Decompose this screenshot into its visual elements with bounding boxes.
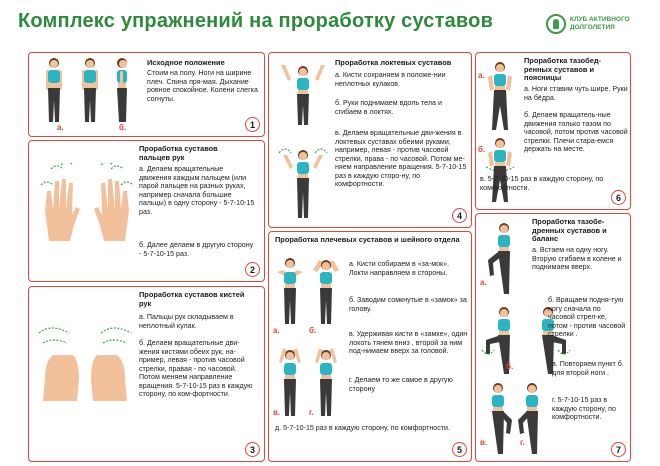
card-text-b: б. Заводим сомкнутые в «замок» за голову. — [349, 296, 467, 313]
woman-elbow-rotation-figure — [275, 143, 331, 223]
woman-figure-front — [37, 57, 71, 125]
card-text-a: а. Кисти сохраняем в положе-нии неплотных кулаков. — [335, 71, 446, 88]
exercise-card-5 — [268, 231, 472, 462]
card-text-d: г. 5-7-10-15 раз в каждую сторону, по комфортности. — [552, 396, 616, 421]
woman-hands-clasped-figure — [273, 256, 307, 326]
figure-mark-b: б. — [119, 123, 127, 132]
card-number: 4 — [452, 208, 467, 223]
card-text-c: в. Удерживая кисти в «замке», один локоть тянем вниз , второй за ним под-нимаем вверх за головой. — [349, 330, 468, 355]
card-text-a: а. Кисти собираем в «за-мок». Локти направляем в стороны. — [349, 260, 450, 277]
card-title: Проработка локтевых суставов — [335, 58, 452, 67]
figure-mark-a: а. — [480, 278, 487, 287]
card-text-b: б. Руки поднимаем вдоль тела и сгибаем в локтях. — [335, 99, 442, 116]
figure-mark-v: в. — [273, 408, 281, 417]
figure-mark-a: а. — [57, 123, 64, 132]
card-number: 7 — [611, 442, 626, 457]
card-text-a: а. Пальцы рук складываем в неплотный кулак. — [139, 313, 234, 330]
card-text-e: д. 5-7-10-15 раз в каждую сторону, по комфортности. — [275, 424, 450, 432]
card-text-c: в. Повторяем пункт б. для второй ноги . — [552, 360, 624, 377]
exercise-card-1 — [28, 52, 265, 137]
card-number: 1 — [245, 117, 260, 132]
woman-hands-behind-head-figure — [309, 256, 343, 326]
logo-line-1: КЛУБ АКТИВНОГО — [570, 16, 630, 23]
woman-hip-rotation-figure — [480, 137, 520, 203]
card-text-c: в. Делаем вращательные дви-жения в локтевых суставах обеими руками, например, левая - против часовой стрелки, права - по часовой. Потом ме-няем направление вращения. 5-7-10-15 раз в каждую сторо-ну, по комфортности. — [335, 129, 467, 188]
woman-figure-side — [73, 57, 107, 125]
woman-arms-up-figure — [275, 61, 331, 127]
woman-balance-figures — [480, 382, 550, 456]
card-text-b: б. Делаем вращательные дви-жения кистями обеих рук, на-пример, левая - против часовой стрелки, правая - по часовой. Потом меняем направление вращения. 5-7-10-15 раз в каждую сторону, по ком-фортности. — [139, 339, 253, 398]
card-title: Проработка суставов пальцев рук — [139, 144, 218, 162]
logo-line-2: ДОЛГОЛЕТИЯ — [570, 24, 615, 31]
page-title: Комплекс упражнений на проработку суставов — [18, 10, 494, 32]
exercise-card-3 — [28, 286, 265, 462]
tree-icon — [546, 14, 566, 34]
exercise-card-6 — [475, 52, 631, 210]
card-title: Проработка суставов кистей рук — [139, 290, 245, 308]
club-logo — [546, 14, 630, 34]
card-text-a: а. Ноги ставим чуть шире. Руки на бёдра. — [524, 85, 628, 102]
woman-other-side-figure — [309, 344, 343, 418]
figure-mark-g: г. — [520, 438, 525, 447]
card-number: 6 — [611, 190, 626, 205]
open-hands-icon — [37, 163, 137, 243]
woman-leg-rotation-figure — [480, 306, 526, 376]
woman-elbow-down-figure — [273, 344, 307, 418]
card-text-b: б. Делаем вращатель-ные движения только тазом по часовой, потом против часовой стрелки. Плечи стара-емся держать на месте. — [524, 111, 628, 153]
woman-hands-on-hips-figure — [480, 61, 520, 133]
card-text-b: б. Далее делаем в другую сторону - 5-7-10-15 раз. — [139, 241, 254, 258]
card-text-c: в. 5-7-10-15 раз в каждую сторону, по комфортности. — [480, 175, 604, 192]
card-title: Проработка плечевых суставов и шейного отдела — [275, 235, 460, 244]
figure-mark-v: в. — [480, 438, 488, 447]
figure-mark-a: а. — [273, 326, 280, 335]
card-number: 5 — [452, 442, 467, 457]
woman-figure-profile — [109, 57, 135, 125]
card-text: Стоим на полу. Ноги на ширине плеч. Спина пря-мая. Дыхание ровное спокойное. Колени слегка согнуты. — [147, 69, 258, 103]
figure-mark-b: б. — [309, 326, 317, 335]
card-number: 3 — [245, 442, 260, 457]
card-text-a: а. Делаем вращательные движения каждым пальцем (или парой пальцев на разных руках, например сначала большие пальцы) в одну сторону - 5-7-10-15 раз. — [139, 165, 255, 216]
exercise-card-2 — [28, 140, 265, 282]
card-title: Проработка тазобед-ренных суставов и поясницы — [524, 56, 601, 83]
figure-mark-b: б. — [506, 362, 514, 371]
figure-mark-a: а. — [478, 71, 485, 80]
card-text-d: г. Делаем то же самое в другую сторону — [349, 376, 453, 393]
card-title: Проработка тазобе-дренных суставов и баланс — [532, 217, 607, 244]
figure-mark-b: б. — [478, 145, 486, 154]
exercise-card-7 — [475, 213, 631, 462]
figure-mark-g: г. — [309, 408, 314, 417]
exercise-card-4 — [268, 52, 472, 228]
fists-icon — [35, 323, 135, 401]
woman-leg-raise-figure — [482, 222, 524, 296]
card-number: 2 — [245, 262, 260, 277]
card-text-b: б. Вращаем подня-тую ногу сначала по часовой стрел-ке, потом - против часовой стрелки . — [548, 296, 626, 338]
card-text-a: а. Встаем на одну ногу. Вторую сгибаем в колене и поднимаем вверх. — [532, 246, 622, 271]
card-title: Исходное положение — [147, 58, 225, 67]
